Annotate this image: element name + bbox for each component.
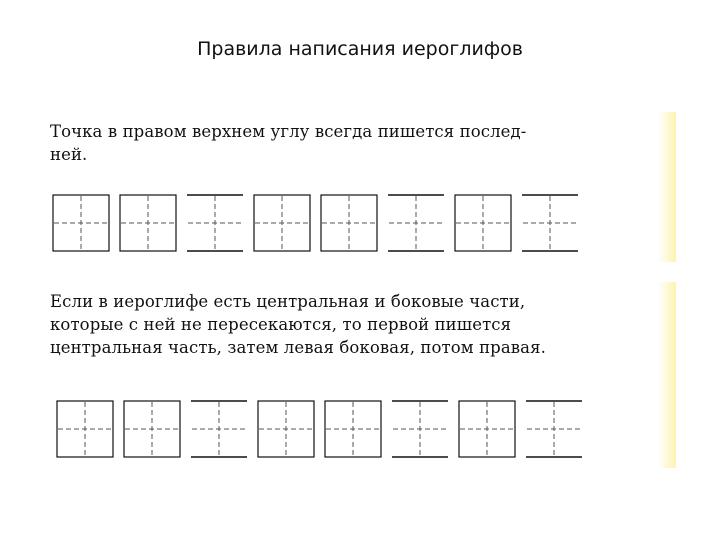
page-title: Правила написания иероглифов <box>197 38 523 60</box>
practice-grid-cell <box>387 194 445 252</box>
practice-grid-cell <box>253 194 311 252</box>
rule-2-text <box>50 290 670 359</box>
rule-2-line: центральная часть, затем левая боковая, потом правая. <box>50 338 546 357</box>
practice-grid-cell <box>320 194 378 252</box>
textbook-excerpt-rule-1 <box>44 112 676 262</box>
practice-grid-row-1 <box>44 194 676 256</box>
practice-grid-cell <box>391 400 449 458</box>
rule-1-line: ней. <box>50 145 88 164</box>
practice-grid-cell <box>257 400 315 458</box>
practice-grid-row-2 <box>44 400 676 462</box>
practice-grid-cell <box>458 400 516 458</box>
practice-grid-cell <box>123 400 181 458</box>
rule-1-line: Точка в правом верхнем углу всегда пишется послед- <box>50 122 527 141</box>
rule-2-line: которые с ней не пересекаются, то первой пишется <box>50 315 512 334</box>
practice-grid-cell <box>56 400 114 458</box>
practice-grid-cell <box>190 400 248 458</box>
practice-grid-cell <box>119 194 177 252</box>
practice-grid-cell <box>324 400 382 458</box>
practice-grid-cell <box>454 194 512 252</box>
rule-1-text <box>50 120 665 166</box>
practice-grid-cell <box>521 194 579 252</box>
practice-grid-cell <box>52 194 110 252</box>
rule-2-line: Если в иероглифе есть центральная и боковые части, <box>50 292 526 311</box>
textbook-excerpt-rule-2 <box>44 282 676 468</box>
practice-grid-cell <box>525 400 583 458</box>
practice-grid-cell <box>186 194 244 252</box>
